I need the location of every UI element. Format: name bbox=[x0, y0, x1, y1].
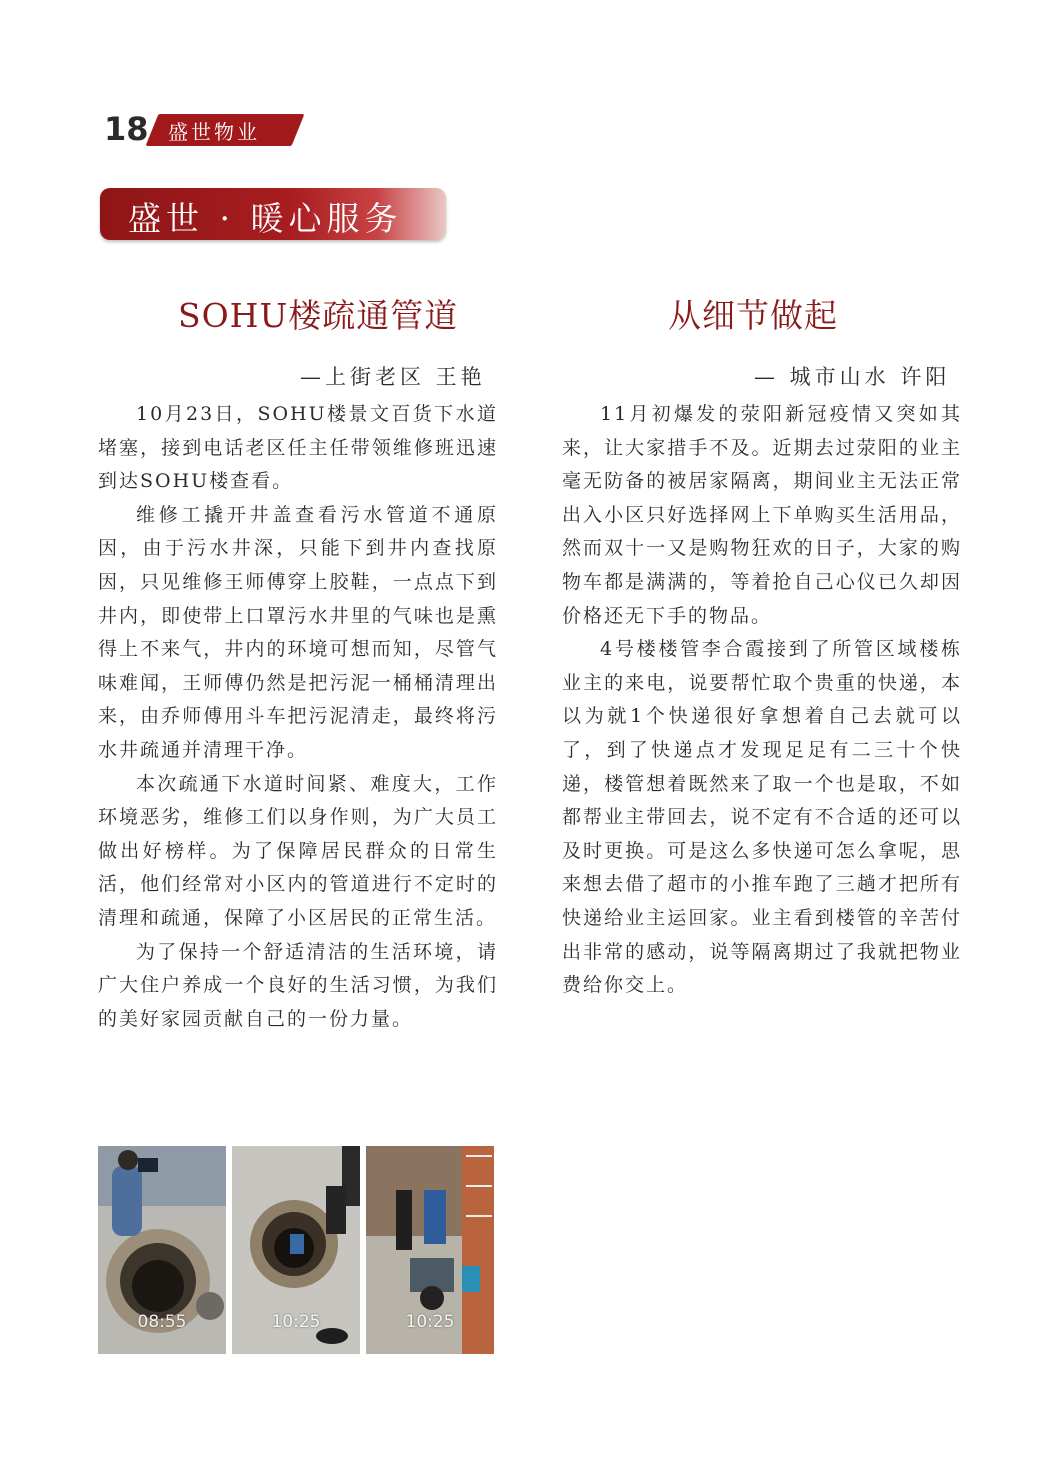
paragraph: 4号楼楼管李合霞接到了所管区域楼栋业主的来电，说要帮忙取个贵重的快递，本以为就1个快递很好拿想着自己去就可以了，到了快递点才发现足足有二三十个快递，楼管想着既然来了取一个也是取，不如都帮业主带回去，说不定有不合适的还可以及时更换。可是这么多快递可怎么拿呢，思来想去借了超市的小推车跑了三趟才把所有快递给业主运回家。业主看到楼管的辛苦付出非常的感动，说等隔离期过了我就把物业费给你交上。 bbox=[562, 638, 962, 997]
manhole-photo bbox=[98, 1146, 226, 1354]
photo-timestamp: 10:25 bbox=[405, 1312, 455, 1332]
section-title: 盛世 · 暖心服务 bbox=[128, 199, 403, 238]
photo-strip bbox=[98, 1146, 494, 1354]
photo-timestamp: 10:25 bbox=[271, 1312, 321, 1332]
right-article-body bbox=[562, 398, 962, 1003]
left-article-byline: —上街老区 王艳 bbox=[300, 365, 486, 389]
manhole-worker-photo bbox=[232, 1146, 360, 1354]
paragraph: 本次疏通下水道时间紧、难度大，工作环境恶劣，维修工们以身作则，为广大员工做出好榜样。为了保障居民群众的日常生活，他们经常对小区内的管道进行不定时的清理和疏通，保障了小区居民的正常生活。 bbox=[98, 772, 498, 929]
left-article-title: SOHU楼疏通管道 bbox=[178, 296, 459, 335]
magazine-name: 盛世物业 bbox=[168, 120, 260, 144]
paragraph: 10月23日，SOHU楼景文百货下水道堵塞，接到电话老区任主任带领维修班迅速到达SOHU楼查看。 bbox=[98, 403, 498, 493]
paragraph: 11月初爆发的荥阳新冠疫情又突如其来，让大家措手不及。近期去过荥阳的业主毫无防备的被居家隔离，期间业主无法正常出入小区只好选择网上下单购买生活用品，然而双十一又是购物狂欢的日子，大家的购物车都是满满的，等着抢自己心仪已久却因价格还无下手的物品。 bbox=[562, 403, 962, 627]
left-article-body bbox=[98, 398, 498, 1036]
cart-photo bbox=[366, 1146, 494, 1354]
right-article-byline: — 城市山水 许阳 bbox=[754, 365, 951, 389]
paragraph: 为了保持一个舒适清洁的生活环境，请广大住户养成一个良好的生活习惯，为我们的美好家园贡献自己的一份力量。 bbox=[98, 940, 498, 1030]
paragraph: 维修工撬开井盖查看污水管道不通原因，由于污水井深，只能下到井内查找原因，只见维修王师傅穿上胶鞋，一点点下到井内，即使带上口罩污水井里的气味也是熏得上不来气，井内的环境可想而知，尽管气味难闻，王师傅仍然是把污泥一桶桶清理出来，由乔师傅用斗车把污泥清走，最终将污水井疏通并清理干净。 bbox=[98, 503, 498, 761]
photo-timestamp: 08:55 bbox=[137, 1312, 187, 1332]
page-number: 18 bbox=[104, 110, 149, 148]
right-article-title: 从细节做起 bbox=[668, 296, 838, 335]
